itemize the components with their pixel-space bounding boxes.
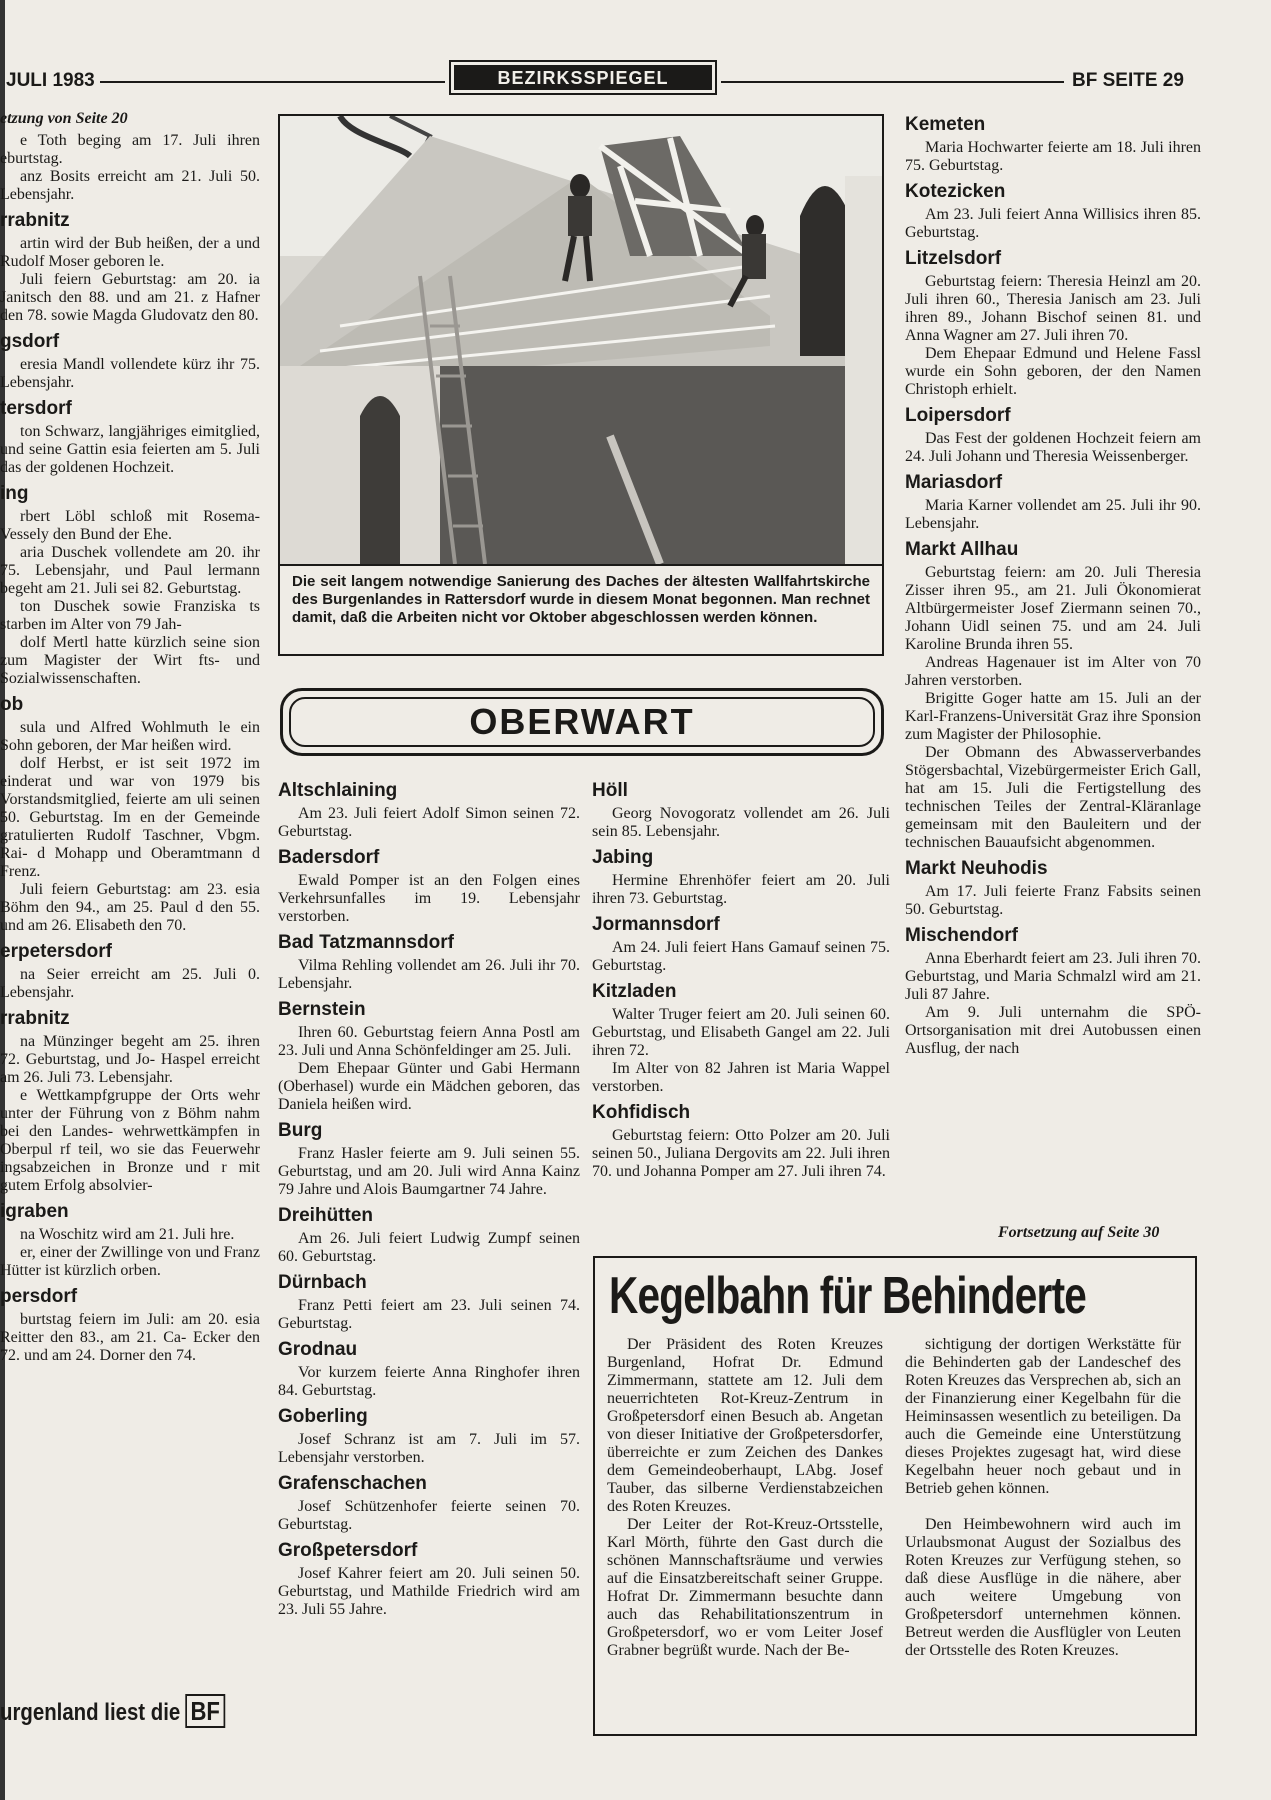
village-heading-badersdorf: Badersdorf [278, 847, 380, 868]
col1-heading-ing: ing [0, 483, 29, 504]
col1-paragraph: Juli feiern Geburtstag: am 20. ia Janitsch den 88. und am 21. z Hafner den 78. sowie Magda Gludovatz den 80. [0, 271, 260, 324]
photo-caption: Die seit langem notwendige Sanierung des Daches der ältesten Wallfahrtskirche des Burgenlandes in Rattersdorf wurde in diesem Monat begonnen. Man rechnet damit, daß die Arbeiten nicht vor Oktober abgeschlossen werden können. [278, 566, 884, 656]
col1-paragraph: Juli feiern Geburtstag: am 23. esia Böhm den 94., am 25. Paul d den 55. und am 26. Elisabeth den 70. [0, 881, 260, 934]
kegelbahn-left-column [607, 1336, 883, 1660]
village-paragraph: Dem Ehepaar Edmund und Helene Fassl wurde ein Sohn geboren, der den Namen Christoph erhielt. [905, 345, 1201, 398]
col1-paragraph: sula und Alfred Wohlmuth le ein Sohn geboren, der Mar heißen wird. [0, 719, 260, 754]
photo-image [280, 116, 882, 564]
village-paragraph: Maria Hochwarter feierte am 18. Juli ihren 75. Geburtstag. [905, 139, 1201, 174]
village-heading-jabing: Jabing [592, 847, 654, 868]
kegelbahn-paragraph: sichtigung der dortigen Werkstätte für die Behinderten gab der Landeschef des Roten Kreuzes das Versprechen ab, sich an der Finanzierung einer Kegelbahn für die Heiminsassen wesentlich zu beteiligen. Da auch die Gemeinde eine Unterstützung dieses Projektes zugesagt hat, wird diese Kegelbahn heuer noch gebaut und in Betrieb gehen können. [905, 1336, 1181, 1497]
village-paragraph: Georg Novogoratz vollendet am 26. Juli sein 85. Lebensjahr. [592, 805, 890, 840]
column-4 [905, 108, 1201, 1058]
village-paragraph: Geburtstag feiern: Theresia Heinzl am 20. Juli ihren 60., Theresia Janisch am 23. Juli ihren 89., Johann Bischof seinen 81. und Anna Wagner am 27. Juli ihren 70. [905, 273, 1201, 344]
village-heading-burg: Burg [278, 1120, 323, 1141]
kegelbahn-paragraph: Der Präsident des Roten Kreuzes Burgenland, Hofrat Dr. Edmund Zimmermann, stattete am 12. Juli dem neuerrichteten Rot-Kreuz-Zentrum in Großpetersdorf einen Besuch ab. Angetan von dieser Initiative der Großpetersdorfer, überreichte er zum Zeichen des Dankes dem Gemeindeoberhaupt, LAbg. Josef Tauber, das silberne Verdienstabzeichen des Roten Kreuzes. [607, 1336, 883, 1515]
village-paragraph: Ihren 60. Geburtstag feiern Anna Postl am 23. Juli und Anna Schönfeldinger am 25. Juli. [278, 1024, 580, 1059]
col1-heading-erpetersdorf: erpetersdorf [0, 941, 112, 962]
village-heading-kohfidisch: Kohfidisch [592, 1102, 691, 1123]
village-paragraph: Anna Eberhardt feiert am 23. Juli ihren 70. Geburtstag, und Maria Schmalzl wird am 21. Juli 87 Jahre. [905, 950, 1201, 1003]
village-paragraph: Am 9. Juli unternahm die SPÖ-Ortsorganisation mit drei Autobussen einen Ausflug, der nach [905, 1004, 1201, 1057]
header-date: JULI 1983 [6, 70, 95, 91]
village-heading-jormannsdorf: Jormannsdorf [592, 914, 720, 935]
column-1 [0, 110, 260, 1365]
header-section-box [449, 60, 717, 95]
village-paragraph: Am 26. Juli feiert Ludwig Zumpf seinen 60. Geburtstag. [278, 1230, 580, 1265]
village-heading-goberling: Goberling [278, 1406, 368, 1427]
village-paragraph: Das Fest der goldenen Hochzeit feiern am 24. Juli Johann und Theresia Weissenberger. [905, 430, 1201, 465]
col1-paragraph: dolf Herbst, er ist seit 1972 im einderat und war von 1979 bis Vorstandsmitglied, feierte am uli seinen 50. Geburtstag. Im en der Gemeinde gratulierten Rudolf Taschner, Vbgm. Rai- d Mohapp und Oberamtmann d Frenz. [0, 755, 260, 880]
village-paragraph: Der Obmann des Abwasserverbandes Stögersbachtal, Vizebürgermeister Erich Gall, hat am 15. Juli die Fertigstellung des technischen Teiles der Zentral-Kläranlage gemeinsam mit den Bauleitern und der technischen Bauaufsicht abgenommen. [905, 744, 1201, 851]
village-heading-grodnau: Grodnau [278, 1339, 358, 1360]
village-heading-altschlaining: Altschlaining [278, 780, 398, 801]
continued-from: etzung von Seite 20 [0, 110, 128, 127]
col1-paragraph: artin wird der Bub heißen, der a und Rudolf Moser geboren le. [0, 235, 260, 270]
col1-heading-persdorf: persdorf [0, 1286, 78, 1307]
village-paragraph: Geburtstag feiern: Otto Polzer am 20. Juli seinen 50., Juliana Dergovits am 22. Juli ihren 70. und Johanna Pomper am 27. Juli ihren 74. [592, 1127, 890, 1180]
kegelbahn-paragraph: Der Leiter der Rot-Kreuz-Ortsstelle, Karl Mörth, führte den Gast durch die schönen Mannschaftsräume und verwies auf die Einsatzbereitschaft seiner Gruppe. Hofrat Dr. Zimmermann besuchte dann auch das Rehabilitationszentrum in Großpetersdorf, wo er vom Leiter Josef Grabner begrüßt wurde. Nach der Be- [607, 1516, 883, 1659]
col1-paragraph: aria Duschek vollendete am 20. ihr 75. Lebensjahr, und Paul lermann begeht am 21. Juli sei 82. Geburtstag. [0, 544, 260, 597]
village-paragraph: Hermine Ehrenhöfer feiert am 20. Juli ihren 73. Geburtstag. [592, 872, 890, 907]
col1-paragraph: e Toth beging am 17. Juli ihren eburtstag. [0, 132, 260, 167]
col1-paragraph: e Wettkampfgruppe der Orts wehr unter der Führung von z Böhm nahm bei den Landes- wehrwettkämpfen in Oberpul rf teil, wo sie das Feuerwehr ingsabzeichen in Bronze und r mit gutem Erfolg absolvier- [0, 1087, 260, 1194]
kegelbahn-paragraph: Den Heimbewohnern wird auch im Urlaubsmonat August der Sozialbus des Roten Kreuzes zur Verfügung stehen, so daß diese Ausflüge in die nähere, aber auch weitere Umgebung von Großpetersdorf unternehmen können. Betreut werden die Ausflügler von Leuten der Ortsstelle des Roten Kreuzes. [905, 1516, 1181, 1659]
col1-paragraph: na Seier erreicht am 25. Juli 0. Lebensjahr. [0, 966, 260, 1001]
village-heading-kemeten: Kemeten [905, 114, 986, 135]
col1-paragraph: na Woschitz wird am 21. Juli hre. [20, 1226, 235, 1243]
village-heading-kotezicken: Kotezicken [905, 181, 1006, 202]
village-paragraph: Dem Ehepaar Günter und Gabi Hermann (Oberhasel) wurde ein Mädchen geboren, das Daniela heißen wird. [278, 1060, 580, 1113]
village-paragraph: Ewald Pomper ist an den Folgen eines Verkehrsunfalles im 19. Lebensjahr verstorben. [278, 872, 580, 925]
col1-heading-ob: ob [0, 694, 24, 715]
village-heading-bad-tatzmannsdorf: Bad Tatzmannsdorf [278, 932, 454, 953]
header-rule-right [721, 81, 1064, 83]
col1-heading-gsdorf: gsdorf [0, 331, 60, 352]
village-heading-kitzladen: Kitzladen [592, 981, 677, 1002]
kegelbahn-right-column [905, 1336, 1181, 1660]
header-section: BEZIRKSSPIEGEL [454, 65, 712, 90]
village-heading-litzelsdorf: Litzelsdorf [905, 248, 1002, 269]
col1-paragraph: burtstag feiern im Juli: am 20. esia Reitter den 83., am 21. Ca- Ecker den 72. und am 24. Dorner den 74. [0, 1311, 260, 1364]
footer-text: urgenland liest die [0, 1699, 181, 1726]
col1-paragraph: er, einer der Zwillinge von und Franz Hütter ist kürzlich orben. [0, 1244, 260, 1279]
village-heading-bernstein: Bernstein [278, 999, 366, 1020]
village-paragraph: Am 23. Juli feiert Adolf Simon seinen 72. Geburtstag. [278, 805, 580, 840]
village-paragraph: Am 24. Juli feiert Hans Gamauf seinen 75. Geburtstag. [592, 939, 890, 974]
col1-heading-rrabnitz: rrabnitz [0, 1008, 70, 1029]
village-heading-grafenschachen: Grafenschachen [278, 1473, 427, 1494]
col1-paragraph: eresia Mandl vollendete kürz ihr 75. Lebensjahr. [0, 356, 260, 391]
section-banner [280, 688, 884, 756]
village-heading-dreihuetten: Dreihütten [278, 1205, 373, 1226]
column-3 [592, 774, 890, 1181]
village-paragraph: Vor kurzem feierte Anna Ringhofer ihren 84. Geburtstag. [278, 1364, 580, 1399]
village-heading-mischendorf: Mischendorf [905, 925, 1018, 946]
kegelbahn-article [593, 1256, 1197, 1736]
village-heading-markt-neuhodis: Markt Neuhodis [905, 858, 1048, 879]
village-paragraph: Josef Schützenhofer feierte seinen 70. Geburtstag. [278, 1498, 580, 1533]
col1-paragraph: dolf Mertl hatte kürzlich seine sion zum Magister der Wirt fts- und Sozialwissenschaften. [0, 634, 260, 687]
village-paragraph: Brigitte Goger hatte am 15. Juli an der Karl-Franzens-Universität Graz ihre Sponsion zum Magister der Philosophie. [905, 690, 1201, 743]
village-paragraph: Maria Karner vollendet am 25. Juli ihr 90. Lebensjahr. [905, 497, 1201, 532]
village-paragraph: Josef Kahrer feiert am 20. Juli seinen 50. Geburtstag, und Mathilde Friedrich wird am 23. Juli 55 Jahre. [278, 1565, 580, 1618]
village-paragraph: Vilma Rehling vollendet am 26. Juli ihr 70. Lebensjahr. [278, 957, 580, 992]
village-paragraph: Josef Schranz ist am 7. Juli im 57. Lebensjahr verstorben. [278, 1431, 580, 1466]
village-paragraph: Franz Petti feiert am 23. Juli seinen 74. Geburtstag. [278, 1297, 580, 1332]
church-roof-photo [278, 114, 884, 566]
village-paragraph: Am 17. Juli feierte Franz Fabsits seinen 50. Geburtstag. [905, 883, 1201, 918]
header-page: BF SEITE 29 [1072, 70, 1184, 91]
village-heading-grosspetersdorf: Großpetersdorf [278, 1540, 418, 1561]
village-paragraph: Im Alter von 82 Jahren ist Maria Wappel verstorben. [592, 1060, 890, 1095]
village-paragraph: Geburtstag feiern: am 20. Juli Theresia Zisser ihren 95., am 21. Juli Ökonomierat Altbürgermeister Josef Ziermann seinen 70., Johann Uidl seinen 75. und am 24. Juli Karoline Brunda ihren 55. [905, 564, 1201, 653]
header-rule-left [100, 81, 445, 83]
col1-heading-tersdorf: tersdorf [0, 398, 72, 419]
col1-paragraph: ton Duschek sowie Franziska ts starben im Alter von 79 Jah- [0, 598, 260, 633]
village-heading-hoell: Höll [592, 780, 628, 801]
village-paragraph: Franz Hasler feierte am 9. Juli seinen 55. Geburtstag, und am 20. Juli wird Anna Kainz 79 Jahre und Alois Baumgartner 74 Jahre. [278, 1145, 580, 1198]
village-paragraph: Andreas Hagenauer ist im Alter von 70 Jahren verstorben. [905, 654, 1201, 689]
col1-paragraph: rbert Löbl schloß mit Rosema- Vessely den Bund der Ehe. [0, 508, 260, 543]
col1-paragraph: anz Bosits erreicht am 21. Juli 50. Lebensjahr. [0, 168, 260, 203]
village-heading-duernbach: Dürnbach [278, 1272, 367, 1293]
bf-logo: BF [185, 1694, 225, 1728]
section-banner-title: OBERWART [289, 697, 875, 747]
village-paragraph: Walter Truger feiert am 20. Juli seinen 60. Geburtstag, und Elisabeth Gangel am 22. Juli ihren 72. [592, 1006, 890, 1059]
continued-on: Fortsetzung auf Seite 30 [998, 1224, 1160, 1241]
col1-heading-rrabnitz: rrabnitz [0, 210, 70, 231]
village-heading-mariasdorf: Mariasdorf [905, 472, 1003, 493]
kegelbahn-headline: Kegelbahn für Behinderte [609, 1267, 1087, 1325]
footer-promo [0, 1694, 225, 1728]
col1-paragraph: na Münzinger begeht am 25. ihren 72. Geburtstag, und Jo- Haspel erreicht am 26. Juli 73. Lebensjahr. [0, 1033, 260, 1086]
village-heading-markt-allhau: Markt Allhau [905, 539, 1019, 560]
village-paragraph: Am 23. Juli feiert Anna Willisics ihren 85. Geburtstag. [905, 206, 1201, 241]
col1-paragraph: ton Schwarz, langjähriges eimitglied, und seine Gattin esia feierten am 5. Juli das der goldenen Hochzeit. [0, 423, 260, 476]
village-heading-loipersdorf: Loipersdorf [905, 405, 1011, 426]
column-2 [278, 774, 580, 1619]
col1-heading-igraben: igraben [0, 1201, 69, 1222]
